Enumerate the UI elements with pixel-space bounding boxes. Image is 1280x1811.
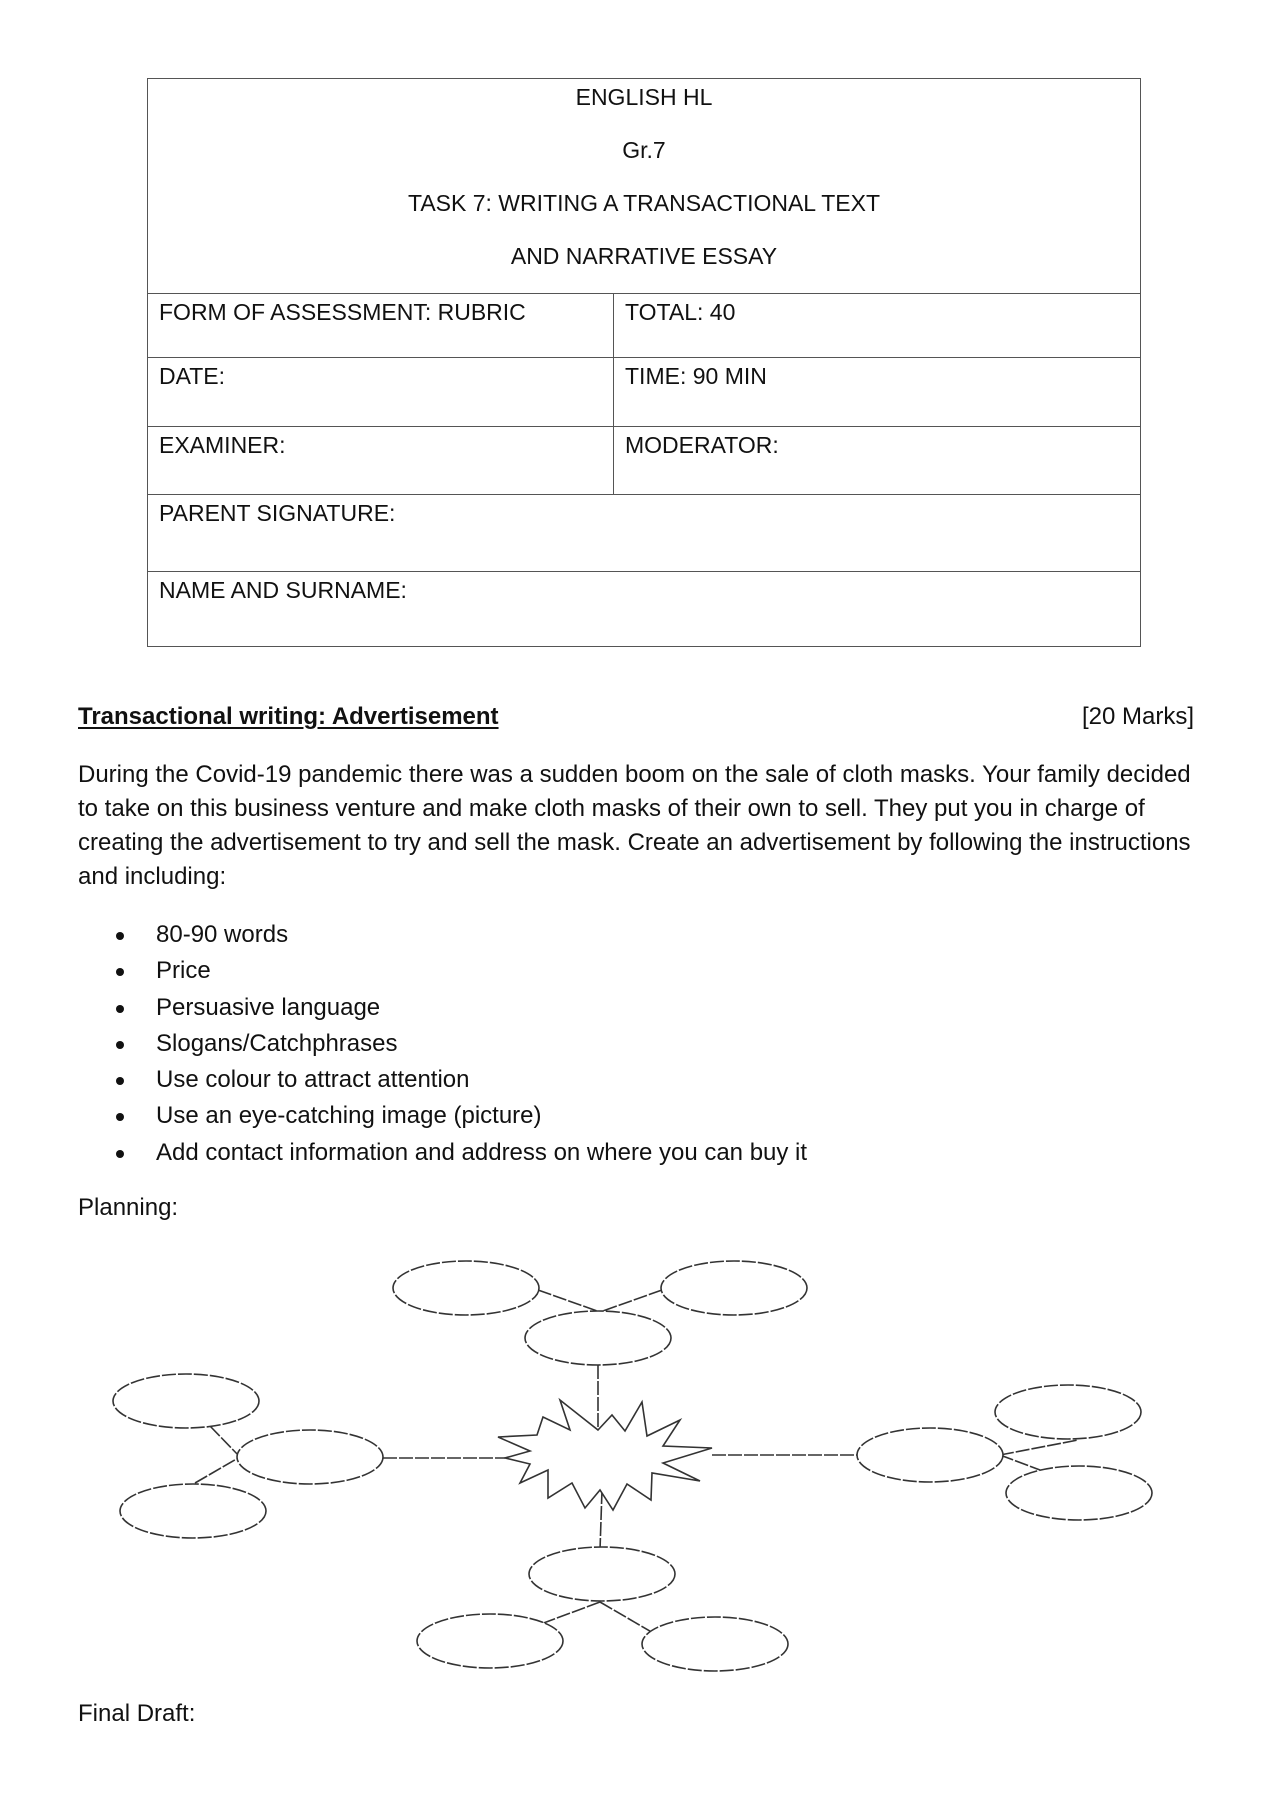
mind-map-bubble <box>393 1261 539 1315</box>
mind-map-bubble <box>417 1614 563 1668</box>
mind-map-bubble <box>857 1428 1003 1482</box>
mind-map-bubble <box>120 1484 266 1538</box>
list-item-text: Use an eye-catching image (picture) <box>156 1102 542 1130</box>
list-item-text: 80-90 words <box>156 921 289 948</box>
examiner-label: EXAMINER: <box>159 432 286 458</box>
list-item-text: Use colour to attract attention <box>156 1066 470 1094</box>
date-label: DATE: <box>159 363 226 389</box>
final-draft-label: Final Draft: <box>78 1700 196 1727</box>
mind-map-bubble <box>642 1617 788 1671</box>
grade-title: Gr.7 <box>622 137 666 163</box>
mind-map-bubble <box>1006 1466 1152 1520</box>
task-subtitle: AND NARRATIVE ESSAY <box>510 243 778 269</box>
mind-map-bubble <box>525 1311 671 1365</box>
connector-line <box>538 1290 600 1312</box>
mind-map-bubble <box>237 1430 383 1484</box>
section-marks: [20 Marks] <box>1081 703 1194 730</box>
central-starburst-shape <box>498 1400 712 1510</box>
connector-line <box>210 1426 240 1457</box>
form-of-assessment: FORM OF ASSESSMENT: RUBRIC <box>159 299 526 325</box>
parent-signature-label: PARENT SIGNATURE: <box>159 500 396 526</box>
task-instructions: During the Covid-19 pandemic there was a sudden boom on the sale of cloth masks. Your family decided to take on this business venture and make cloth masks of their own to sell. They put you in charge of creating the advertisement to try and sell the mask. Create an advertisement by following the instructions and including: <box>78 761 1191 890</box>
moderator-label: MODERATOR: <box>625 432 779 458</box>
mind-map-bubble <box>661 1261 807 1315</box>
planning-label: Planning: <box>78 1194 179 1221</box>
mind-map-bubble <box>113 1374 259 1428</box>
mind-map-bubble <box>529 1547 675 1601</box>
name-surname-label: NAME AND SURNAME: <box>159 577 407 603</box>
time-label: TIME: 90 MIN <box>625 363 767 389</box>
mind-map-bubble <box>995 1385 1141 1439</box>
connector-line <box>195 1457 240 1483</box>
connector-line <box>1000 1455 1040 1470</box>
list-item-text: Price <box>156 957 211 985</box>
connector-line <box>600 1490 602 1550</box>
list-item-text: Persuasive language <box>156 993 381 1021</box>
list-item-text: Add contact information and address on where you can buy it <box>156 1138 808 1166</box>
list-item-text: Slogans/Catchphrases <box>156 1029 398 1057</box>
connector-line <box>1000 1440 1078 1455</box>
subject-title: ENGLISH HL <box>575 84 713 110</box>
section-heading: Transactional writing: Advertisement <box>78 703 499 730</box>
total-marks: TOTAL: 40 <box>625 299 736 325</box>
connector-line <box>600 1290 662 1312</box>
task-title: TASK 7: WRITING A TRANSACTIONAL TEXT <box>407 190 881 216</box>
